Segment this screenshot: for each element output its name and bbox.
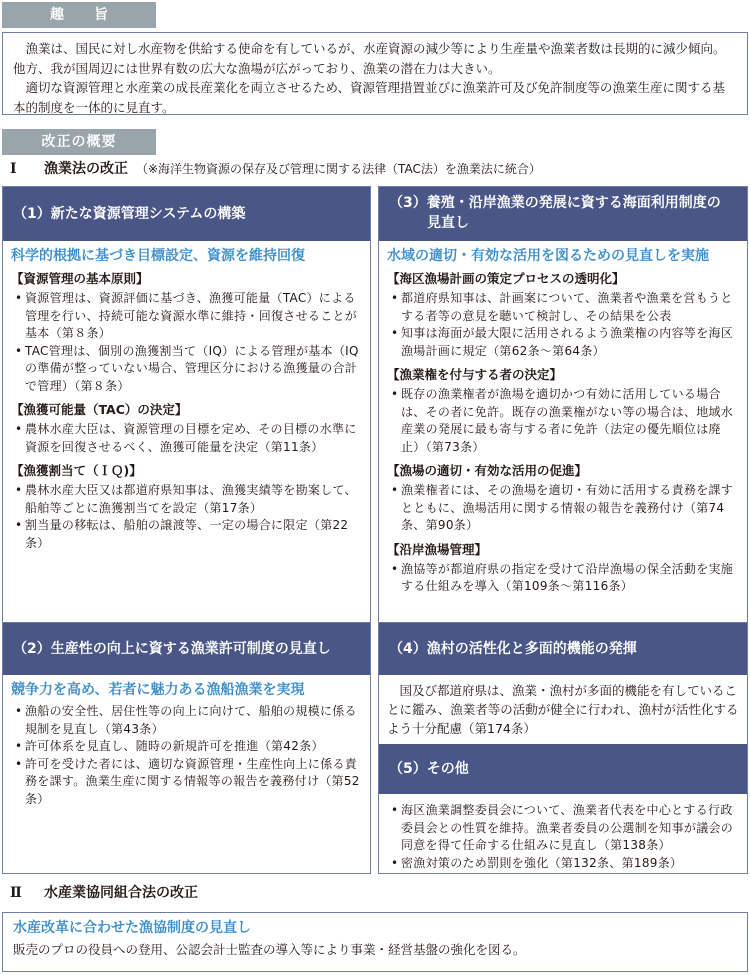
bullet-list	[11, 703, 362, 808]
list-item: • TAC管理は、個別の漁獲割当て（IQ）による管理が基本（IQの準備が整っていない場合、管理区分における漁獲量の合計で管理）（第８条）	[11, 343, 362, 396]
group-title: 【資源管理の基本原則】	[11, 271, 149, 286]
part1-heading	[10, 158, 541, 178]
bullet-list	[387, 386, 739, 456]
panel-lead: 競争力を高め、若者に魅力ある漁船漁業を実現	[11, 682, 305, 698]
panel-heading-line: 見直し	[427, 215, 469, 231]
part2-title: 水産業協同組合法の改正	[44, 885, 198, 901]
panel-cooperative	[2, 912, 748, 972]
list-item: • 漁協等が都道府県の指定を受けて沿岸漁場の保全活動を実施する仕組みを導入（第109条～第116条）	[387, 561, 739, 596]
bullet-list	[387, 561, 739, 596]
panel-sea-use	[378, 186, 748, 623]
list-item: • 密漁対策のため罰則を強化（第132条、第189条）	[387, 855, 739, 873]
panel-heading-other: （5）その他	[379, 744, 747, 794]
panel-fishing-permit	[2, 622, 371, 874]
part2-heading	[10, 882, 198, 902]
list-item: • 漁船の安全性、居住性等の向上に向けて、船舶の規模に係る規制を見直し（第43条）	[11, 703, 362, 738]
group-title: 【沿岸漁場管理】	[387, 541, 488, 557]
list-item: • 都道府県知事は、計画案について、漁業者や漁業を営もうとする者等の意見を聴いて検討し、その結果を公表	[387, 290, 739, 325]
purpose-paragraph: 漁業は、国民に対し水産物を供給する使命を有しているが、水産資源の減少等により生産量や漁業者数は長期的に減少傾向。他方、我が国周辺には世界有数の広大な漁場が広がっており、漁業の潜在力は大きい。	[13, 41, 726, 76]
bullet-list	[11, 421, 362, 456]
group-title: 【漁獲可能量（TAC）の決定】	[11, 402, 188, 417]
purpose-tag: 趣旨	[2, 2, 156, 28]
panel-heading: （4）漁村の活性化と多面的機能の発揮	[379, 623, 747, 675]
panel-fishing-village	[378, 622, 748, 874]
purpose-box	[2, 32, 748, 115]
panel-lead: 水域の適切・有効な活用を図るための見直しを実施	[387, 248, 709, 264]
summary-tag: 改正の概要	[2, 129, 156, 155]
group-title: 【漁業権を付与する者の決定】	[387, 367, 563, 382]
bullet-list	[387, 482, 739, 535]
group-title: 【海区漁場計画の策定プロセスの透明化】	[387, 271, 625, 286]
list-item: • 割当量の移転は、船舶の譲渡等、一定の場合に限定（第22条）	[11, 517, 362, 552]
part2-numeral: Ⅱ	[10, 885, 22, 901]
part1-note: （※海洋生物資源の保存及び管理に関する法律（TAC法）を漁業法に統合）	[136, 162, 541, 176]
list-item: • 許可体系を見直し、随時の新規許可を推進（第42条）	[11, 738, 362, 756]
list-item: • 海区漁業調整委員会について、漁業者代表を中心とする行政委員会との性質を維持。漁業者委員の公選制を知事が議会の同意を得て任命する仕組みに見直し（第138条）	[387, 802, 739, 855]
group-title: 【漁獲割当て（ＩＱ)】	[11, 463, 142, 478]
purpose-paragraph: 適切な資源管理と水産業の成長産業化を両立させるため、資源管理措置並びに漁業許可及び免許制度等の漁業生産に関する基本的制度を一体的に見直す。	[13, 80, 726, 115]
list-item: • 農林水産大臣は、資源管理の目標を定め、その目標の水準に資源を回復させるべく、漁獲可能量を決定（第11条）	[11, 421, 362, 456]
part1-numeral: Ⅰ	[10, 161, 17, 177]
bullet-list	[11, 290, 362, 395]
part1-title: 漁業法の改正	[44, 161, 128, 177]
list-item: • 知事は海面が最大限に活用されるよう漁業権の内容等を海区漁場計画に規定（第62条～第64条）	[387, 325, 739, 360]
bullet-list	[387, 802, 739, 872]
panel-lead: 水産改革に合わせた漁協制度の見直し	[13, 920, 251, 936]
panel-heading	[379, 187, 747, 241]
list-item: • 漁業権者には、その漁場を適切・有効に活用する責務を課すとともに、漁場活用に関する情報の報告を義務付け（第74条、第90条）	[387, 482, 739, 535]
panel-lead: 科学的根拠に基づき目標設定、資源を維持回復	[11, 248, 305, 264]
list-item: • 許可を受けた者には、適切な資源管理・生産性向上に係る責務を課す。漁業生産に関する情報等の報告を義務付け（第52条）	[11, 756, 362, 809]
list-item: • 資源管理は、資源評価に基づき、漁獲可能量（TAC）による管理を行い、持続可能な資源水準に維持・回復させることが基本（第８条）	[11, 290, 362, 343]
panel-heading: （1）新たな資源管理システムの構築	[3, 187, 370, 241]
panel-text: 国及び都道府県は、漁業・漁村が多面的機能を有していることに鑑み、漁業者等の活動が健全に行われ、漁村が活性化するよう十分配慮（第174条）	[387, 683, 739, 736]
list-item: • 既存の漁業権者が漁場を適切かつ有効に活用している場合は、その者に免許。既存の漁業権がない等の場合は、地域水産業の発展に最も寄与する者に免許（法定の優先順位は廃止）（第73条）	[387, 386, 739, 456]
panel-text: 販売のプロの役員への登用、公認会計士監査の導入等により事業・経営基盤の強化を図る。	[13, 942, 526, 957]
bullet-list	[387, 290, 739, 360]
list-item: • 農林水産大臣又は都道府県知事は、漁獲実績等を勘案して、船舶等ごとに漁獲割当てを設定（第17条）	[11, 482, 362, 517]
panel-heading: （2）生産性の向上に資する漁業許可制度の見直し	[3, 623, 370, 675]
group-title: 【漁場の適切・有効な活用の促進】	[387, 463, 588, 478]
bullet-list	[11, 482, 362, 552]
panel-resource-management	[2, 186, 371, 623]
panel-heading-line: （3）養殖・沿岸漁業の発展に資する海面利用制度の	[389, 195, 721, 211]
